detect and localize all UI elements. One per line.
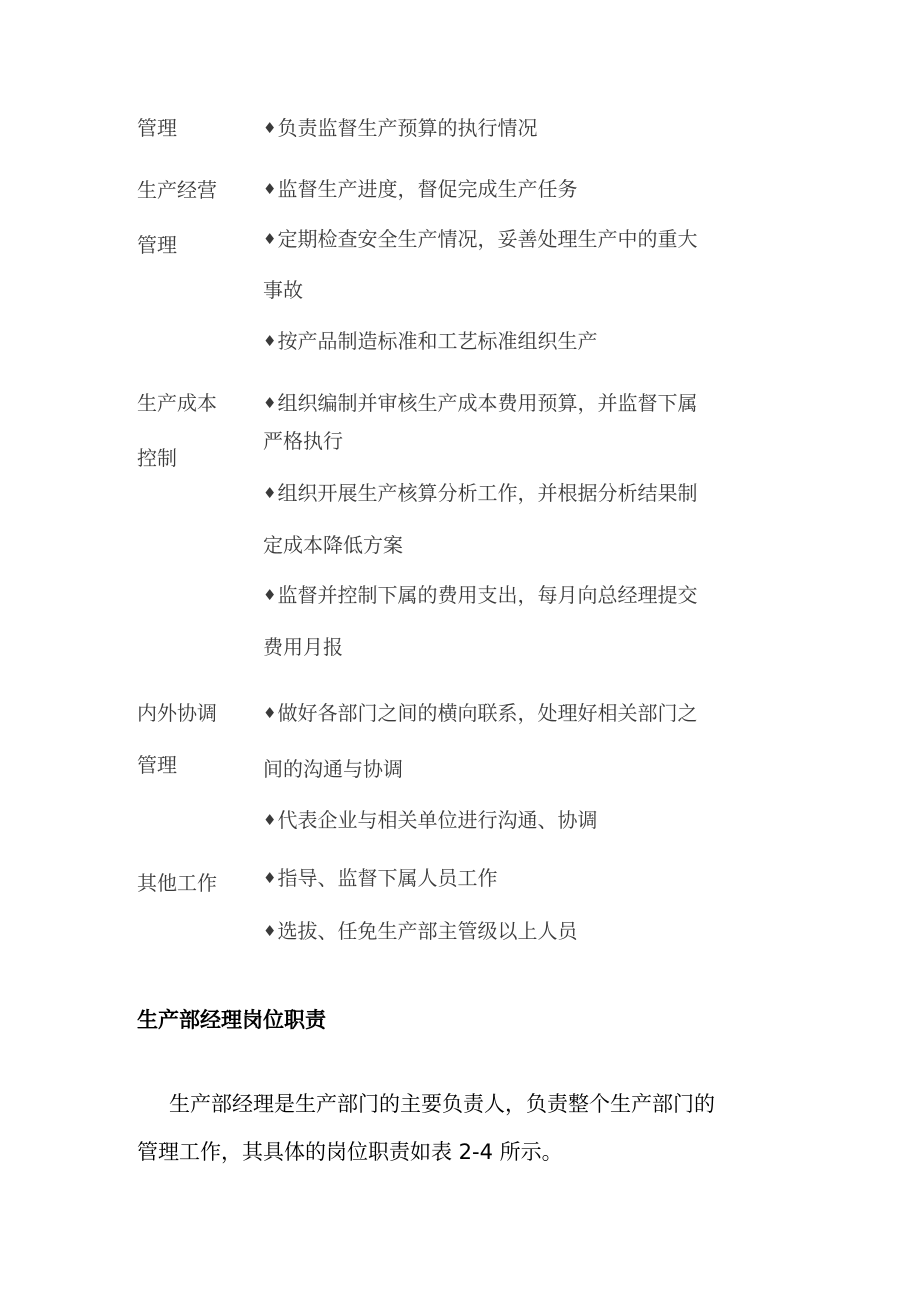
duty-category-line: 管理 [137,116,177,140]
diamond-bullet-icon: ♦ [263,119,277,137]
duty-category [137,101,247,156]
duty-item-line: 间的沟通与协调 [263,757,403,781]
duty-item-line: ♦指导、监督下属人员工作 [263,866,498,890]
duty-category-line: 生产经营 [137,178,217,202]
duty-category-line: 内外协调 [137,701,217,725]
duty-items [263,686,743,847]
diamond-bullet-icon: ♦ [263,704,277,722]
paragraph-line: 管理工作，其具体的岗位职责如表 2-4 所示。 [137,1140,563,1164]
duty-item-line: 费用月报 [263,635,343,659]
duty-item [263,317,743,368]
section-paragraph [137,1080,757,1176]
duty-item [263,101,743,158]
diamond-bullet-icon: ♦ [263,180,277,198]
duty-item-line: ♦负责监督生产预算的执行情况 [263,116,538,140]
duty-item [263,163,743,215]
duty-category [137,163,247,273]
duty-item-line: ♦监督并控制下属的费用支出，每月向总经理提交 [263,583,698,607]
duty-item-line: 定成本降低方案 [263,533,403,557]
duty-category-line: 控制 [137,446,177,470]
duty-item [263,686,743,795]
duty-item [263,570,743,672]
duty-category [137,376,247,486]
duty-item-line: ♦做好各部门之间的横向联系，处理好相关部门之 [263,701,698,725]
duty-category [137,686,247,793]
duty-items [263,852,743,958]
section-heading: 生产部经理岗位职责 [137,1008,326,1032]
duty-item-line: ♦定期检查安全生产情况，妥善处理生产中的重大 [263,227,698,251]
duty-item-line: ♦选拔、任免生产部主管级以上人员 [263,919,578,943]
duty-item-line: ♦监督生产进度，督促完成生产任务 [263,177,578,201]
duty-item-line: 事故 [263,278,303,302]
duty-item-line: ♦代表企业与相关单位进行沟通、协调 [263,808,598,832]
duty-item-line: ♦组织编制并审核生产成本费用预算，并监督下属 [263,391,698,415]
duty-category-line: 管理 [137,753,177,777]
diamond-bullet-icon: ♦ [263,586,277,604]
duty-items [263,376,743,672]
duty-item [263,852,743,906]
duty-item [263,468,743,570]
diamond-bullet-icon: ♦ [263,332,277,350]
duty-item [263,795,743,847]
duty-item-line: ♦组织开展生产核算分析工作，并根据分析结果制 [263,481,698,505]
duty-category-line: 其他工作 [137,871,217,895]
duty-category [137,856,247,911]
duty-items [263,101,743,158]
duty-item [263,376,743,455]
diamond-bullet-icon: ♦ [263,811,277,829]
duty-item [263,215,743,315]
duty-category-line: 生产成本 [137,391,217,415]
diamond-bullet-icon: ♦ [263,230,277,248]
diamond-bullet-icon: ♦ [263,394,277,412]
duty-category-line: 管理 [137,233,177,257]
paragraph-line: 生产部经理是生产部门的主要负责人，负责整个生产部门的 [169,1092,715,1116]
diamond-bullet-icon: ♦ [263,869,277,887]
duty-item [263,906,743,958]
diamond-bullet-icon: ♦ [263,484,277,502]
duty-item-line: 严格执行 [263,429,343,453]
duty-items [263,163,743,368]
duty-item-line: ♦按产品制造标准和工艺标准组织生产 [263,329,598,353]
diamond-bullet-icon: ♦ [263,922,277,940]
